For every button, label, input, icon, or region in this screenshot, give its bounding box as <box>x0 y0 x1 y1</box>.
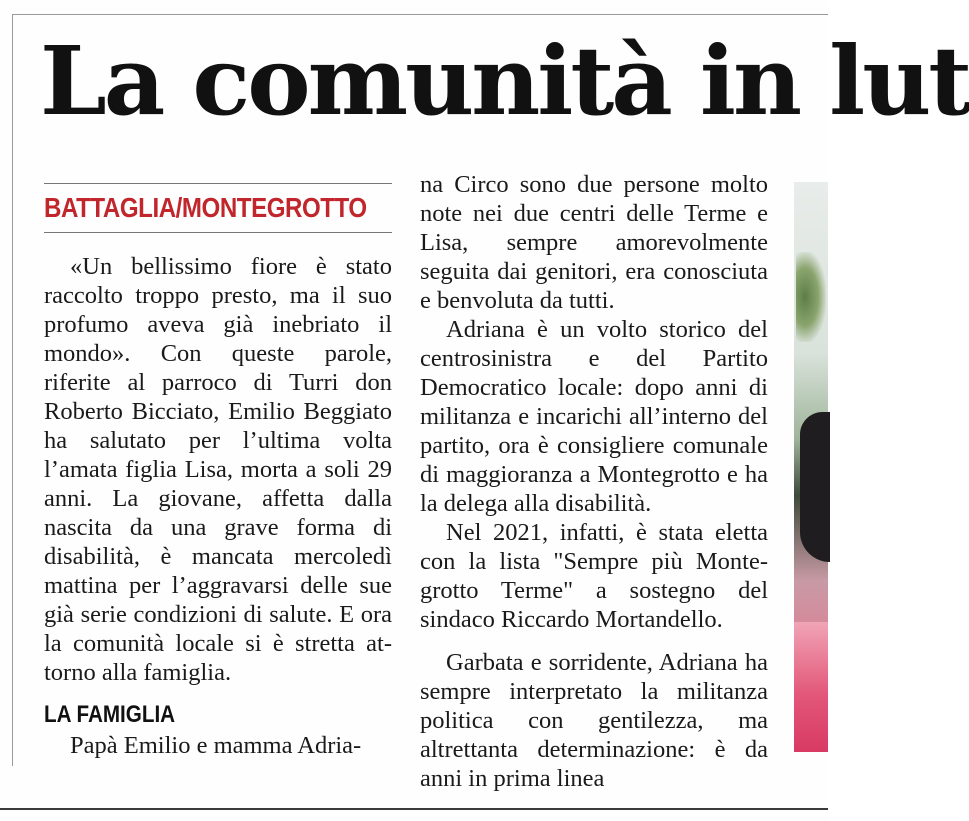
paragraph: Nel 2021, infatti, è stata eletta con la lista "Sempre più Montegrotto Terme" a sostegno del sindaco Riccardo Mortandello. <box>420 519 768 633</box>
headline: La comunità in lut <box>40 26 969 137</box>
paragraph: na Circo sono due persone molto note nei due centri delle Terme e Lisa, sempre amorevolmente seguita dai genitori, era conosciuta e benvoluta da tutti. <box>420 171 768 314</box>
article-column-2 <box>420 170 768 793</box>
article-photo <box>794 182 828 752</box>
subhead: LA FAMIGLIA <box>44 701 176 728</box>
photo-clothing <box>794 622 828 752</box>
paragraph: Adriana è un volto storico del centrosinistra e del Partito Democratico locale: dopo anni di militanza e incarichi all’interno del partito, ora è consigliere comunale di maggioranza a Montegrotto e ha la delega alla disabilità. <box>420 316 768 517</box>
kicker: BATTAGLIA/MONTEGROTTO <box>44 192 367 223</box>
paragraph: «Un bellissimo fiore è stato raccolto troppo presto, ma il suo profumo aveva già inebriato il mondo». Con queste parole, riferite al parroco di Turri don Roberto Bicciato, Emilio Beggiato ha salutato per l’ultima volta l’amata figlia Lisa, morta a soli 29 anni. La giovane, affetta dalla nascita da una grave forma di disabilità, è mancata mercoledì mattina per l’aggravarsi delle sue già serie condizioni di salute. E ora la comunità locale si è stretta attorno alla famiglia. <box>44 253 392 686</box>
bottom-divider <box>0 808 828 810</box>
top-divider <box>12 14 828 15</box>
left-divider <box>12 14 13 766</box>
photo-foliage <box>796 252 826 342</box>
paragraph: Papà Emilio e mamma Adria- <box>70 732 362 759</box>
article-column-1 <box>44 252 392 760</box>
photo-hair <box>800 412 830 562</box>
paragraph: Garbata e sorridente, Adriana ha sempre interpretato la militanza politica con gentilezza, ma altrettanta determinazione: è da anni in prima linea <box>420 649 768 792</box>
kicker-bar <box>44 183 392 233</box>
